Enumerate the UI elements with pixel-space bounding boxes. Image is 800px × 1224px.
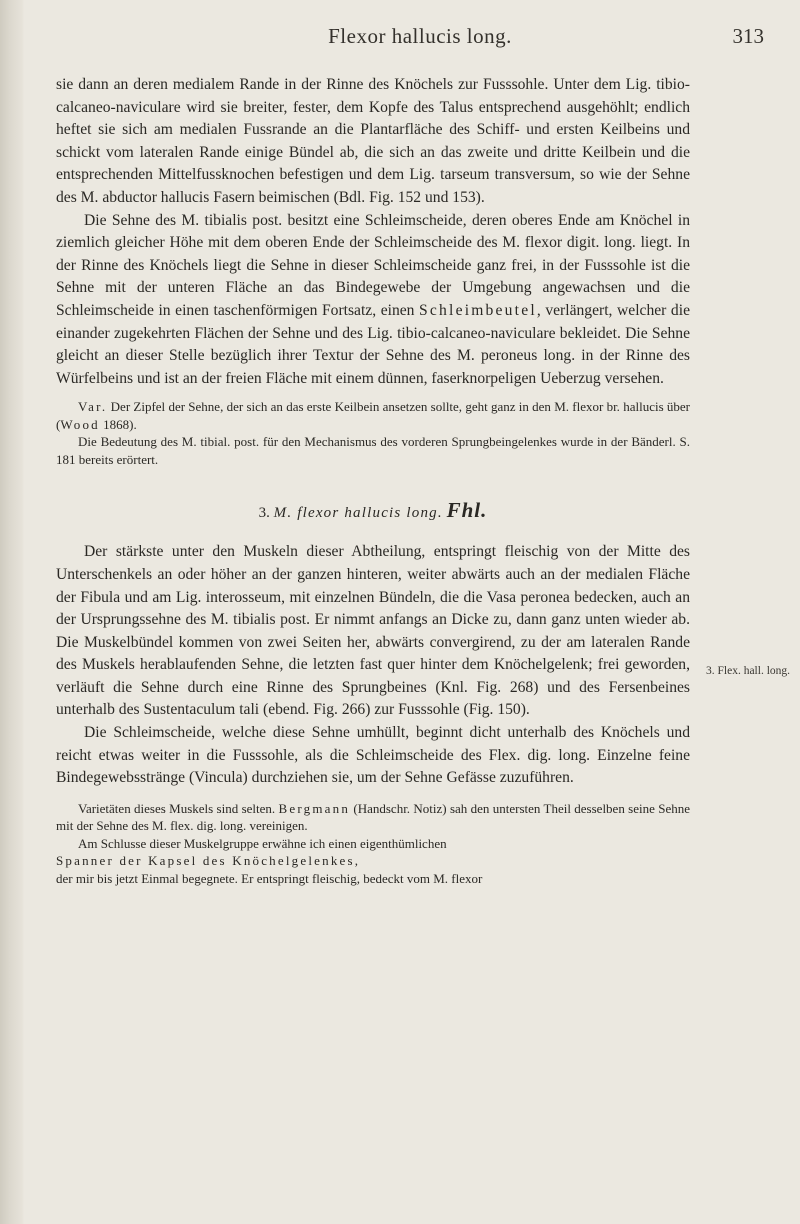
note-text: (Handschr. Notiz) sah den untersten Theil desselben seine Sehne mit der Sehne des M. flex. dig. long. vereinigen. xyxy=(56,800,690,834)
paragraph-tibialis-sheath xyxy=(56,210,690,391)
running-title: Flexor hallucis long. xyxy=(328,24,512,48)
section-abbreviation: Fhl. xyxy=(446,498,488,523)
note-variation xyxy=(56,398,690,433)
margin-note: 3. Flex. hall. long. xyxy=(706,665,791,677)
section-heading xyxy=(56,498,690,523)
note-text: der mir bis jetzt Einmal begegnete. Er entspringt fleischig, bedeckt vom M. flexor xyxy=(56,870,483,886)
author-bergmann: Bergmann xyxy=(278,800,351,816)
term-schleimbeutel: Schleimbeutel xyxy=(419,301,537,319)
page-binding-shadow xyxy=(0,0,24,1224)
paragraph-flexor-sheath: Die Schleimscheide, welche diese Sehne umhüllt, beginnt dicht unterhalb des Knöchels und reicht etwas weiter in die Fusssohle, als die Schleimscheide des Flex. dig. long. Einzelne feine Bindegewebsstränge (Vincula) durchziehen sie, um der Sehne Gefässe zuzuführen. xyxy=(56,724,690,787)
note-variants xyxy=(56,800,690,835)
paragraph-tibialis-insertion: sie dann an deren medialem Rande in der Rinne des Knöchels zur Fusssohle. Unter dem Lig. tibio-calcaneo-naviculare wird sie breiter, fester, dem Kopfe des Talus entsprechend ausgehöhlt; endlich heftet sie sich am medialen Fussrande an die Plantarfläche des Schiff- und ersten Keilbeins und schickt vom lateralen Rande einige Bündel ab, die sich an das zweite und dritte Keilbein und die entsprechenden Mittelfussknochen befestigen und dem Lig. tarseum transversum, so wie der Sehne des M. abductor hallucis Fasern beimischen (Bdl. Fig. 152 und 153). xyxy=(56,76,690,206)
note-text: 1868). xyxy=(99,416,137,432)
term-spanner: Spanner der Kapsel des Knöchelgelenkes, xyxy=(56,853,361,869)
author-wood: Wood xyxy=(60,416,100,432)
var-label: Var. xyxy=(78,399,108,415)
section-number: 3. xyxy=(258,505,270,522)
paragraph-text: Die Sehne des M. tibialis post. besitzt eine Schleimscheide, deren oberes Ende am Knöchel in ziemlich gleicher Höhe mit dem oberen Ende der Schleimscheide des M. flexor digit. long. liegt. In der Rinne des Knöchels liegt die Sehne in dieser Schleimscheide ganz frei, in der Fusssohle ist die Sehne mit der unteren Fläche an das Bindegewebe der Umgebung angewachsen und die Schleimscheide in einen taschenförmigen Fortsatz, einen xyxy=(56,211,690,319)
paragraph-flexor-origin: Der stärkste unter den Muskeln dieser Abtheilung, entspringt fleischig von der Mitte des Unterschenkels an oder höher an der ganzen hinteren, weiter abwärts auch an der medialen Fläche der Fibula und am Lig. interosseum, mit einzelnen Bündeln, die die Vasa peronea bedecken, auch an der Ursprungssehne des M. tibialis post. Er nimmt anfangs an Dicke zu, dann ganz unten wieder ab. Die Muskelbündel kommen von zwei Seiten her, abwärts convergirend, zu der am lateralen Rande des Muskels herablaufenden Sehne, die letzten fast quer hinter dem Knöchelgelenk; frei geworden, verläuft die Sehne durch eine Rinne des Sprungbeines (Knl. Fig. 268) und des Fersenbeines unterhalb des Sustentaculum tali (ebend. Fig. 266) zur Fusssohle (Fig. 150). xyxy=(56,543,690,719)
note-text: Der Zipfel der Sehne, der sich an das erste Keilbein ansetzen sollte, geht ganz in den M. flexor br. hallucis über ( xyxy=(56,399,690,432)
note-text: Varietäten dieses Muskels sind selten. xyxy=(78,800,279,816)
note-capsule-tensor xyxy=(56,835,690,888)
note-text: Am Schlusse dieser Muskelgruppe erwähne ich einen eigenthümlichen xyxy=(78,835,447,851)
page-number: 313 xyxy=(732,24,764,48)
page-header xyxy=(60,24,780,54)
main-text xyxy=(56,74,690,887)
paragraph-text: , verlängert, welcher die einander zugekehrten Flächen der Sehne und des Lig. tibio-calcaneo-naviculare bekleidet. Die Sehne gleicht an dieser Stelle bezüglich ihrer Textur der Sehne des M. peroneus long. in der Rinne des Würfelbeins und ist an der freien Fläche mit einem dünnen, faserknorpeligen Ueberzug versehen. xyxy=(56,301,690,387)
note-meaning: Die Bedeutung des M. tibial. post. für den Mechanismus des vorderen Sprungbeingelenkes wurde in der Bänderl. S. 181 bereits erörtert. xyxy=(56,434,690,467)
section-title: M. flexor hallucis long. xyxy=(273,505,443,522)
